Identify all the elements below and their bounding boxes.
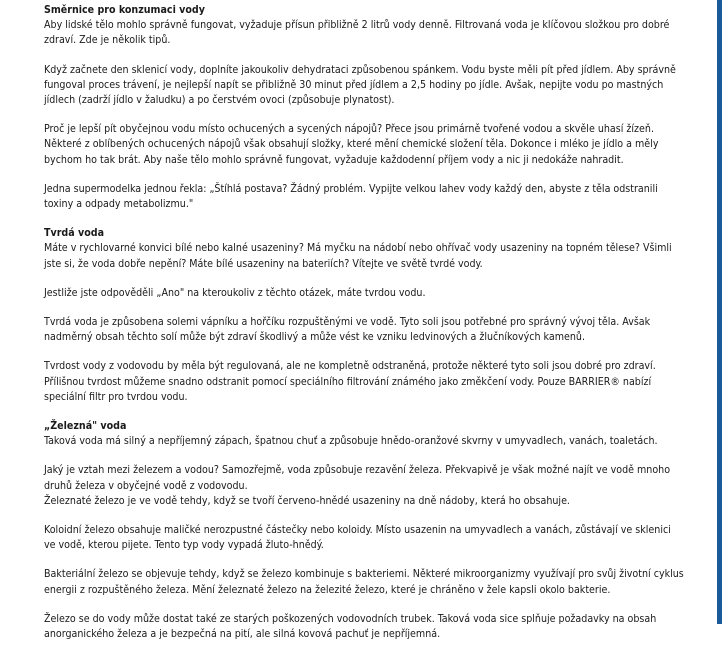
paragraph: Jestliže jste odpověděli „Ano" na kteroukoliv z těchto otázek, máte tvrdou vodu. — [44, 286, 426, 299]
page-edge-stripe — [717, 0, 722, 624]
paragraph: Taková voda má silný a nepříjemný zápach, špatnou chuť a způsobuje hnědo-oranžové skvrny v umyvadlech, vanách, toaletách. — [44, 435, 658, 448]
paragraph: Jedna supermodelka jednou řekla: „Štíhlá postava? Žádný problém. Vypijte velkou lahev vody každý den, abyste z těla odstranili toxiny a odpady metabolizmu." — [44, 182, 658, 211]
section-heading: Směrnice pro konzumaci vody — [44, 4, 205, 16]
paragraph: Máte v rychlovarné konvici bílé nebo kalné usazeniny? Má myčku na nádobí nebo ohřívač vody usazeniny na topném tělese? Všimli jste si, že voda dobře nepění? Máte bílé usazeniny na bateriích? Vítejte ve světě tvrdé vody. — [44, 242, 672, 270]
paragraph: Jaký je vztah mezi železem a vodou? Samozřejmě, voda způsobuje rezavění železa. Překvapivě je však možné najít ve vodě mnoho druhů železa v obyčejné vodě z vodovodu. — [44, 464, 671, 492]
document-body — [44, 3, 684, 656]
paragraph: Bakteriální železo se objevuje tehdy, když se železo kombinuje s bakteriemi. Některé mikroorganizmy využívají pro svůj životní cyklus energii z rozpuštěného železa. Mění železnaté železo na železité železo, které je chráněno v žele kapsli okolo bakterie. — [44, 568, 684, 596]
paragraph: Tvrdost vody z vodovodu by měla být regulovaná, ale ne kompletně odstraněná, protože některé tyto soli jsou dobré pro zdraví. Přílišnou tvrdost můžeme snadno odstranit pomocí speciálního filtrování známého jako změkčení vody. Pouze BARRIER® nabízí speciální filtr pro tvrdou vodu. — [44, 360, 656, 403]
paragraph: Když začnete den sklenicí vody, doplníte jakoukoliv dehydrataci způsobenou spánkem. Vodu byste měli pít před jídlem. Aby správně fungoval proces trávení, je nejlepší napít se přibližně 30 minut před jídlem a 2,5 hodiny po jídle. Avšak, nepijte vodu po mastných jídlech (zadrží jídlo v žaludku) a po čerstvém ovoci (způsobuje plynatost). — [44, 63, 676, 107]
paragraph: Tvrdá voda je způsobena solemi vápníku a hořčíku rozpuštěnými ve vodě. Tyto soli jsou potřebné pro správný vývoj těla. Avšak nadměrný obsah těchto solí může být zdraví škodlivý a může vést ke vzniku ledvinových a žlučníkových kamenů. — [44, 316, 651, 344]
section-heading: Tvrdá voda — [44, 227, 104, 240]
section-heading: „Železná" voda — [44, 420, 127, 433]
paragraph: Železo se do vody může dostat také ze starých poškozených vodovodních trubek. Taková voda sice splňuje požadavky na obsah anorganického železa a je bezpečná na pití, ale silná kovová pachuť je nepříjemná. — [44, 612, 657, 641]
section-water-consumption — [44, 3, 684, 212]
paragraph: Koloidní železo obsahuje maličké nerozpustné částečky nebo koloidy. Místo usazenin na umyvadlech a vanách, zůstávají ve sklenici ve vodě, kterou pijete. Tento typ vody vypadá žluto-hnědý. — [44, 524, 671, 552]
paragraph: Železnaté železo je ve vodě tehdy, když se tvoří červeno-hnědé usazeniny na dně nádoby, která ho obsahuje. — [44, 494, 570, 507]
section-hard-water — [44, 226, 684, 405]
section-iron-water — [44, 419, 684, 642]
paragraph: Aby lidské tělo mohlo správně fungovat, vyžaduje přísun přibližně 2 litrů vody denně. Filtrovaná voda je klíčovou složkou pro dobré zdraví. Zde je několik tipů. — [44, 19, 670, 47]
paragraph: Proč je lepší pít obyčejnou vodu místo ochucených a sycených nápojů? Přece jsou primárně tvořené vodou a skvěle uhasí žízeň. Některé z oblíbených ochucených nápojů však obsahují složky, které mění chemické složení těla. Dokonce i mléko je jídlo a měly bychom ho tak brát. Aby naše tělo mohlo správně fungovat, vyžaduje každodenní příjem vody a nic ji nedokáže nahradit. — [44, 123, 659, 166]
